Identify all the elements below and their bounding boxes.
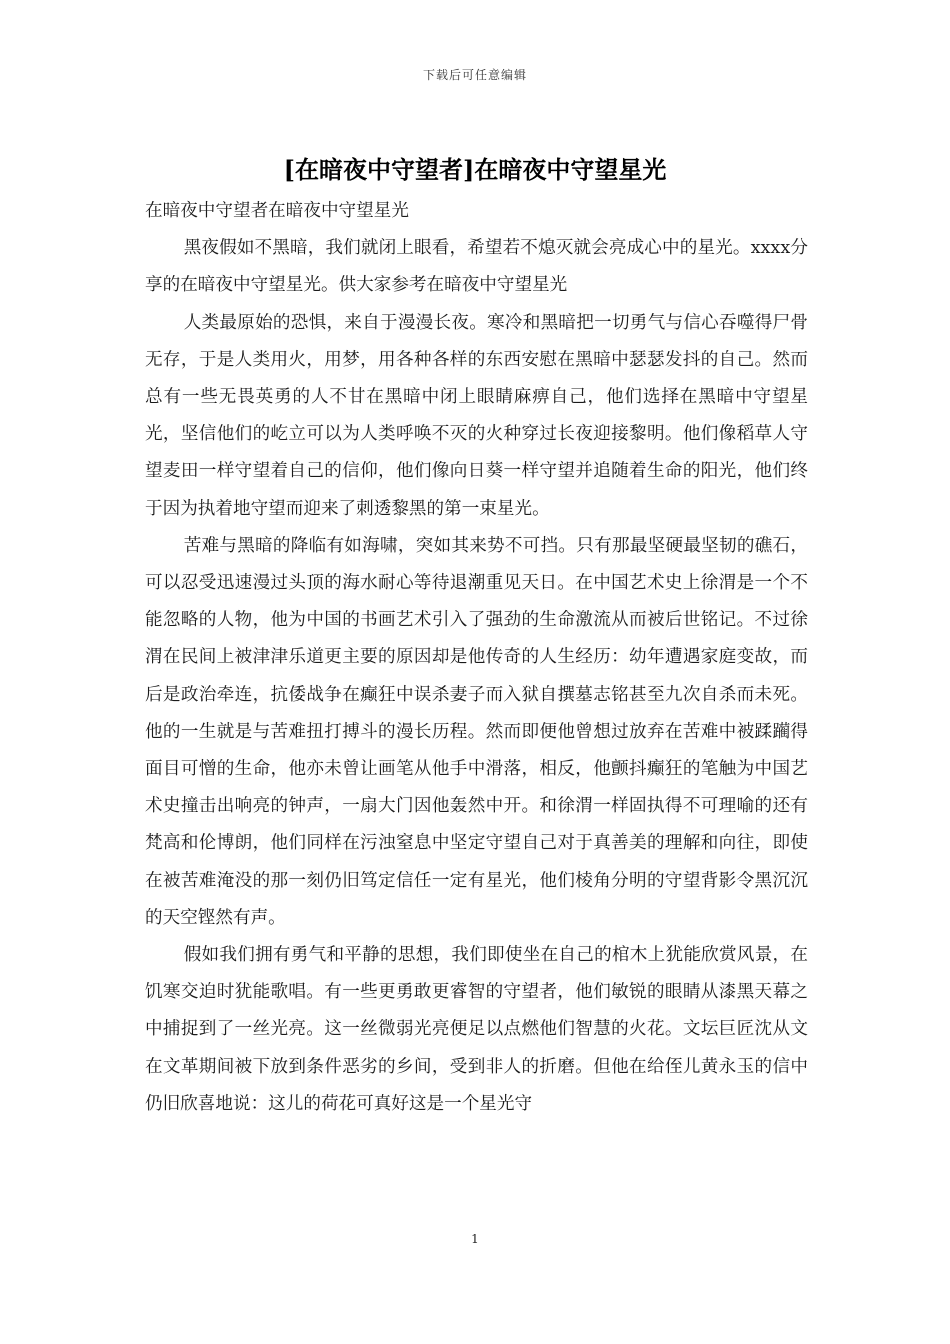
paragraph-courage: 假如我们拥有勇气和平静的思想，我们即使坐在自己的棺木上犹能欣赏风景，在饥寒交迫时犹能歌唱。有一些更勇敢更睿智的守望者，他们敏锐的眼睛从漆黑天幕之中捕捉到了一丝光亮。这一丝微弱光亮便足以点燃他们智慧的火花。文坛巨匠沈从文在文革期间被下放到条件恶劣的乡间，受到非人的折磨。但他在给侄儿黄永玉的信中仍旧欣喜地说：这儿的荷花可真好这是一个星光守 — [145, 945, 808, 1114]
header-note: 下载后可任意编辑 — [422, 68, 527, 82]
paragraph-intro: 黑夜假如不黑暗，我们就闭上眼看，希望若不熄灭就会亮成心中的星光。xxxx分享的在暗夜中守望星光。供大家参考在暗夜中守望星光 — [145, 238, 808, 296]
paragraph-night-fear: 人类最原始的恐惧，来自于漫漫长夜。寒冷和黑暗把一切勇气与信心吞噬得尸骨无存，于是人类用火，用梦，用各种各样的东西安慰在黑暗中瑟瑟发抖的自己。然而总有一些无畏英勇的人不甘在黑暗中闭上眼睛麻痹自己，他们选择在黑暗中守望星光，坚信他们的屹立可以为人类呼唤不灭的火种穿过长夜迎接黎明。他们像稻草人守望麦田一样守望着自己的信仰，他们像向日葵一样守望并追随着生命的阳光，他们终于因为执着地守望而迎来了刺透黎黑的第一束星光。 — [145, 312, 808, 519]
document-title: [在暗夜中守望者]在暗夜中守望星光 — [283, 155, 667, 184]
document-body — [145, 193, 808, 1123]
page-number: 1 — [471, 1232, 479, 1246]
paragraph-subtitle: 在暗夜中守望者在暗夜中守望星光 — [145, 201, 409, 221]
paragraph-xu-wei: 苦难与黑暗的降临有如海啸，突如其来势不可挡。只有那最坚硬最坚韧的礁石，可以忍受迅速漫过头顶的海水耐心等待退潮重见天日。在中国艺术史上徐渭是一个不能忽略的人物，他为中国的书画艺术引入了强劲的生命激流从而被后世铭记。不过徐渭在民间上被津津乐道更主要的原因却是他传奇的人生经历：幼年遭遇家庭变故，而后是政治牵连，抗倭战争在癫狂中误杀妻子而入狱自撰墓志铭甚至九次自杀而未死。他的一生就是与苦难扭打搏斗的漫长历程。然而即便他曾想过放弃在苦难中被蹂躏得面目可憎的生命，他亦未曾让画笔从他手中滑落，相反，他颤抖癫狂的笔触为中国艺术史撞击出响亮的钟声，一扇大门因他轰然中开。和徐渭一样固执得不可理喻的还有梵高和伦博朗，他们同样在污浊窒息中坚定守望自己对于真善美的理解和向往，即使在被苦难淹没的那一刻仍旧笃定信任一定有星光，他们棱角分明的守望背影令黑沉沉的天空铿然有声。 — [145, 535, 808, 928]
